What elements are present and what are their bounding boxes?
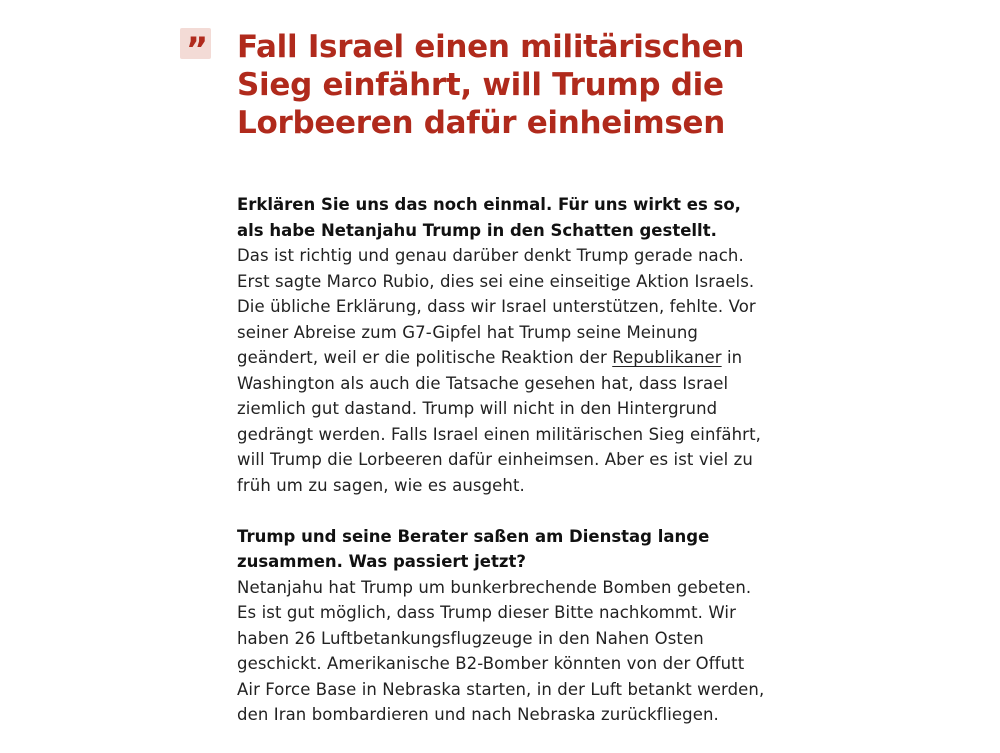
pullquote-text: Fall Israel einen militärischen Sieg einfährt, will Trump die Lorbeeren dafür einheimsen <box>237 29 745 141</box>
interview-question: Trump und seine Berater saßen am Dienstag lange zusammen. Was passiert jetzt? <box>237 526 710 571</box>
interview-answer: Netanjahu hat Trump um bunkerbrechende Bomben gebeten. Es ist gut möglich, dass Trump dieser Bitte nachkommt. Wir haben 26 Luftbetankungsflugzeuge in den Nahen Osten geschickt. Amerikanische B2-Bomber könnten von der Offutt Air Force Base in Nebraska starten, in der Luft betankt werden, den Iran bombardieren und nach Nebraska zurückfliegen. <box>237 577 765 724</box>
answer-text-part: in Washington als auch die Tatsache gesehen hat, dass Israel ziemlich gut dastand. Trump will nicht in den Hintergrund gedrängt werden. Falls Israel einen militärischen Sieg einfährt, will Trump die Lorbeeren dafür einheimsen. Aber es ist viel zu früh um zu sagen, wie es ausgeht. <box>237 348 761 495</box>
republikaner-link[interactable]: Republikaner <box>612 348 722 367</box>
interview-qa-1 <box>237 192 767 498</box>
interview-qa-2 <box>237 524 767 728</box>
interview-question: Erklären Sie uns das noch einmal. Für uns wirkt es so, als habe Netanjahu Trump in den Schatten gestellt. <box>237 195 741 240</box>
answer-text-part: Das ist richtig und genau darüber denkt Trump gerade nach. Erst sagte Marco Rubio, dies sei eine einseitige Aktion Israels. Die übliche Erklärung, dass wir Israel unterstützen, fehlte. Vor seiner Abreise zum G7-Gipfel hat Trump seine Meinung geändert, weil er die politische Reaktion der <box>237 246 756 367</box>
interview-answer <box>237 243 767 498</box>
quote-mark-icon: ” <box>180 28 211 59</box>
interview-body <box>237 192 767 753</box>
